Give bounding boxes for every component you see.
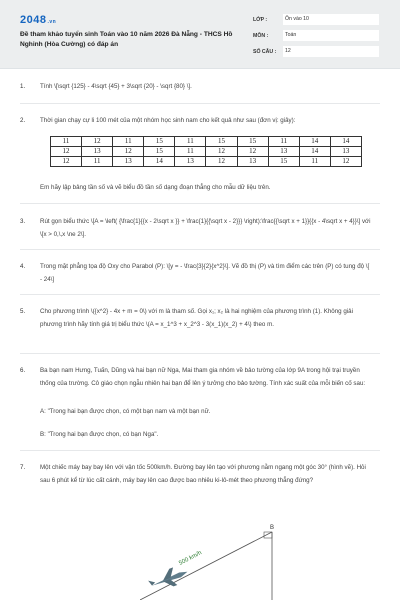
event-a: A: "Trong hai bạn được chọn, có một bạn nam và một bạn nữ. [40, 408, 211, 415]
table-cell: 13 [237, 157, 268, 167]
table-cell: 14 [144, 157, 175, 167]
table-cell: 12 [206, 147, 237, 157]
table-cell: 13 [268, 147, 299, 157]
question-number: 5. [20, 308, 26, 315]
table-cell: 11 [113, 137, 144, 147]
table-cell: 12 [51, 147, 82, 157]
table-cell: 13 [82, 147, 113, 157]
speed-label: 500 km/h [178, 550, 203, 567]
table-cell: 15 [144, 147, 175, 157]
question-3-text: Rút gọn biểu thức \[A = \left( {\frac{1}{{x - 2\sqrt x }} + \frac{1}{{\sqrt x - 2}}} \right):\frac{{\sqrt x + 1}}{{x - 4\sqrt x + 4}}\] với \[x > 0,\,x \ne 2\]. [40, 218, 371, 238]
question-4-text: Trong mặt phẳng tọa độ Oxy cho Parabol (P): \[y = - \frac{3}{2}{x^2}\]. Vẽ đồ thị (P) và tìm điểm các trên (P) có tung độ \[ - 24\] [40, 263, 370, 283]
question-6-text: Ba bạn nam Hưng, Tuấn, Dũng và hai bạn nữ Nga, Mai tham gia nhóm về bảo tường của lớp 9A trong hội trại truyền thống của trường. Cô giáo chọn ngẫu nhiên hai bạn để lên ý tưởng cho bảo tường. Tính xác suất của mỗi biến cố sau: [40, 367, 366, 387]
question-7-text: Một chiếc máy bay bay lên với vận tốc 500km/h. Đường bay lên tạo với phương nằm ngang một góc 30° (hình vẽ). Hỏi sau 6 phút kể từ lúc cất cánh, máy bay lên cao được bao nhiêu ki-lô-mét theo phương thẳng đứng? [40, 464, 366, 484]
class-value: Ôn vào 10 [283, 14, 379, 25]
subject-field [253, 30, 383, 42]
question-count-field [253, 46, 383, 58]
table-cell: 12 [51, 157, 82, 167]
flight-path-line [140, 532, 272, 600]
question-separator [20, 353, 380, 354]
subject-label: MÔN : [253, 33, 269, 39]
airplane-icon [147, 563, 191, 594]
table-cell: 15 [144, 137, 175, 147]
table-cell: 14 [330, 137, 361, 147]
question-2-text: Thời gian chạy cự li 100 mét của một nhóm học sinh nam cho kết quả như sau (đơn vị: giây): [40, 117, 296, 124]
table-cell: 12 [237, 147, 268, 157]
question-separator [20, 450, 380, 451]
question-number: 6. [20, 367, 26, 374]
question-count-label: SỐ CÂU : [253, 49, 277, 55]
page-header [0, 0, 400, 68]
table-cell: 14 [299, 137, 330, 147]
site-logo[interactable] [20, 14, 56, 26]
table-cell: 15 [268, 157, 299, 167]
header-divider [0, 68, 400, 69]
class-field [253, 14, 383, 26]
table-cell: 12 [206, 157, 237, 167]
table-cell: 12 [113, 147, 144, 157]
point-b-label: B [270, 525, 275, 531]
table-cell: 15 [206, 137, 237, 147]
table-cell: 11 [299, 157, 330, 167]
class-label: LỚP : [253, 17, 268, 23]
question-number: 7. [20, 464, 26, 471]
table-cell: 15 [237, 137, 268, 147]
logo-tld: .vn [47, 19, 57, 25]
question-number: 4. [20, 263, 26, 270]
data-table [50, 136, 362, 167]
table-row [51, 137, 362, 147]
question-count-value: 12 [283, 46, 379, 57]
airplane-diagram [140, 520, 380, 600]
question-separator [20, 249, 380, 250]
table-cell: 12 [82, 137, 113, 147]
question-separator [20, 203, 380, 204]
question-number: 3. [20, 218, 26, 225]
question-5-text: Cho phương trình \({x^2} - 4x + m = 0\) với m là tham số. Gọi x₁; x₂ là hai nghiệm của phương trình (1). Không giải phương trình hãy tính giá trị biểu thức \(A = x_1^3 + x_2^3 - 3(x_1)(x_2) + 4\) theo m. [40, 308, 353, 328]
table-cell: 11 [268, 137, 299, 147]
question-separator [20, 294, 380, 295]
table-cell: 12 [330, 157, 361, 167]
event-b: B: "Trong hai bạn được chọn, có bạn Nga". [40, 431, 159, 438]
table-row [51, 157, 362, 167]
table-cell: 11 [175, 147, 206, 157]
table-cell: 11 [175, 137, 206, 147]
logo-text: 2048 [20, 14, 47, 26]
table-cell: 11 [82, 157, 113, 167]
table-cell: 13 [175, 157, 206, 167]
question-number: 2. [20, 117, 26, 124]
question-number: 1. [20, 83, 26, 90]
table-cell: 13 [113, 157, 144, 167]
table-cell: 14 [299, 147, 330, 157]
subject-value: Toán [283, 30, 379, 41]
table-row [51, 147, 362, 157]
table-cell: 13 [330, 147, 361, 157]
table-cell: 11 [51, 137, 82, 147]
question-1-text: Tính \[\sqrt {125} - 4\sqrt {45} + 3\sqrt {20} - \sqrt {80} \]. [40, 83, 192, 90]
question-separator [20, 103, 380, 104]
question-2-instruction: Em hãy lập bảng tần số và vẽ biểu đồ tần số dạng đoạn thẳng cho mẫu dữ liệu trên. [40, 184, 271, 191]
exam-title: Đề tham khảo tuyển sinh Toán vào 10 năm 2026 Đà Nẵng - THCS Hồ Nghinh (Hòa Cường) có đáp án [20, 31, 233, 48]
